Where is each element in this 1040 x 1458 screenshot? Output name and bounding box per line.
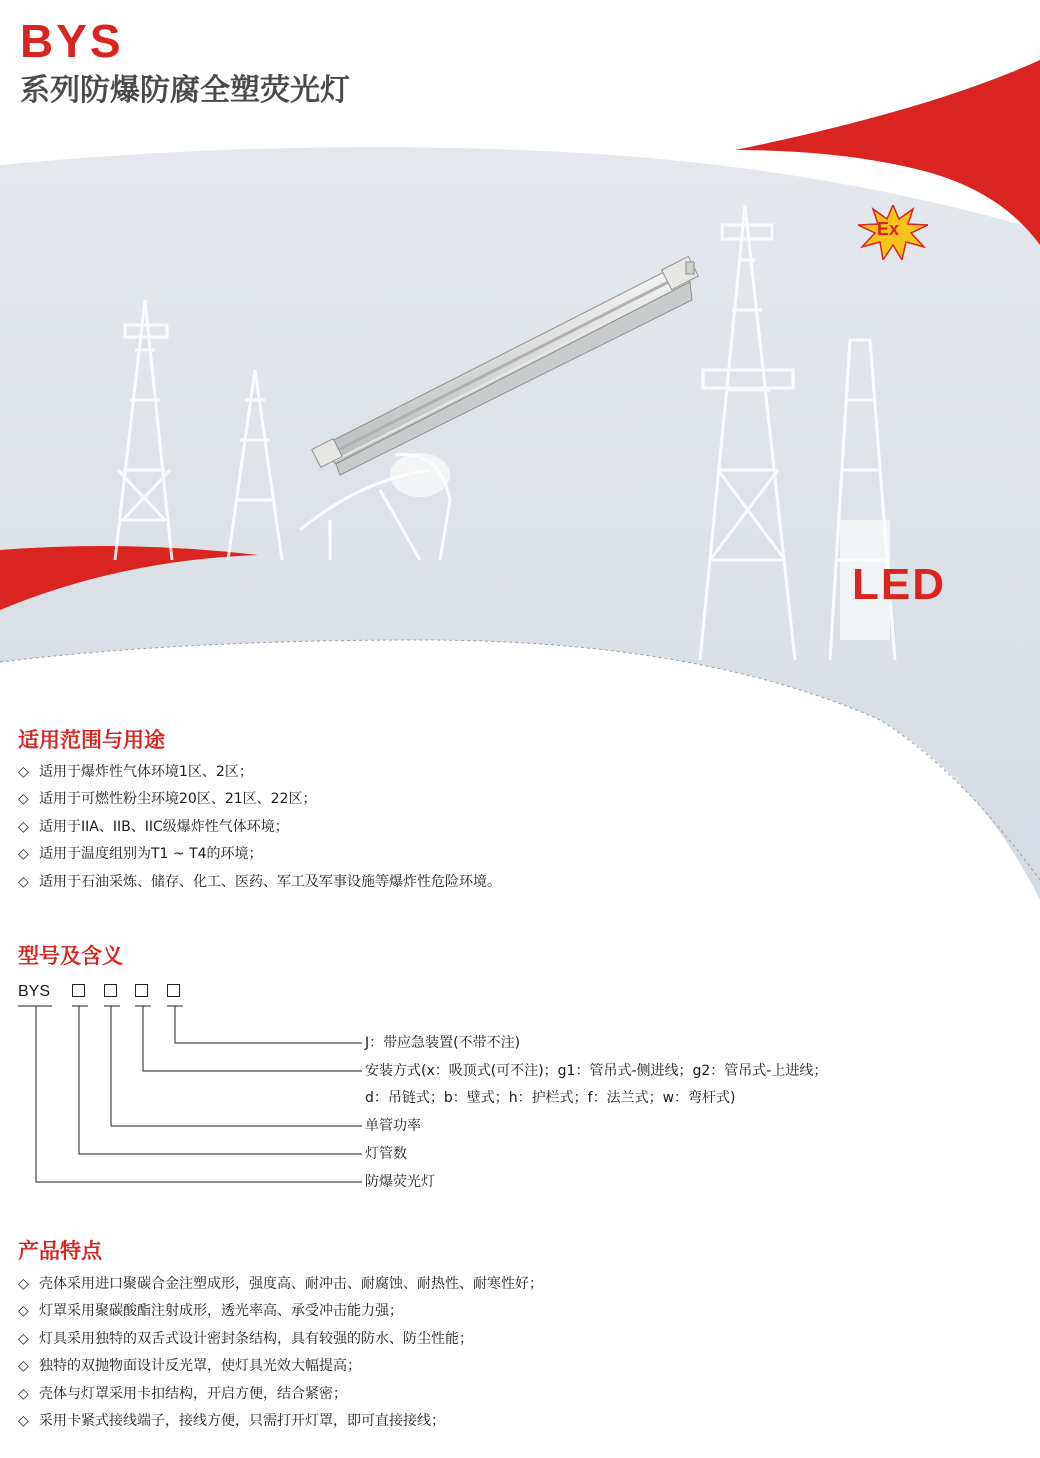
model-desc-mounting-cont: d：吊链式；b：壁式；h：护栏式；f：法兰式；w：弯杆式) <box>365 1090 736 1106</box>
diamond-bullet-icon: ◇ <box>18 1303 29 1320</box>
diamond-bullet-icon: ◇ <box>18 1276 29 1292</box>
model-desc-mounting: 安装方式(x：吸顶式(可不注)；g1：管吊式-侧进线；g2：管吊式-上进线； <box>365 1063 828 1079</box>
model-desc-product: 防爆荧光灯 <box>365 1174 435 1190</box>
diamond-bullet-icon: ◇ <box>18 764 29 780</box>
model-code: BYS <box>18 983 51 1000</box>
page-title: 系列防爆防腐全塑荧光灯 <box>20 73 350 108</box>
brand-logo: BYS <box>20 15 124 67</box>
led-label: LED <box>852 560 946 609</box>
model-desc-emergency: J：带应急装置(不带不注) <box>365 1035 521 1051</box>
diamond-bullet-icon: ◇ <box>18 1330 29 1347</box>
list-item: ◇ 独特的双抛物面设计反光罩，使灯具光效大幅提高； <box>18 1353 543 1380</box>
model-desc-power: 单管功率 <box>365 1118 421 1134</box>
diamond-bullet-icon: ◇ <box>18 791 29 808</box>
list-item: ◇ 适用于可燃性粉尘环境20区、21区、22区； <box>18 786 501 813</box>
diamond-bullet-icon: ◇ <box>18 818 29 835</box>
model-section-title: 型号及含义 <box>18 944 123 968</box>
ex-badge-label: Ex <box>877 219 900 239</box>
diamond-bullet-icon: ◇ <box>18 1413 29 1430</box>
list-item: ◇ 灯具采用独特的双舌式设计密封条结构，具有较强的防水、防尘性能； <box>18 1326 543 1353</box>
features-section-title: 产品特点 <box>18 1239 102 1263</box>
list-item: ◇ 适用于温度组别为T1 ~ T4的环境； <box>18 841 501 868</box>
diamond-bullet-icon: ◇ <box>18 846 29 863</box>
diamond-bullet-icon: ◇ <box>18 873 29 890</box>
diamond-bullet-icon: ◇ <box>18 1358 29 1375</box>
model-desc-tube-count: 灯管数 <box>365 1146 407 1162</box>
list-item: ◇ 壳体与灯罩采用卡扣结构，开启方便，结合紧密； <box>18 1381 543 1408</box>
usage-section-title: 适用范围与用途 <box>18 728 165 752</box>
features-list <box>18 1271 543 1435</box>
list-item: ◇ 适用于IIA、IIB、IIC级爆炸性气体环境； <box>18 814 501 841</box>
list-item: ◇ 适用于石油采炼、储存、化工、医药、军工及军事设施等爆炸性危险环境。 <box>18 869 501 896</box>
diamond-bullet-icon: ◇ <box>18 1385 29 1402</box>
list-item: ◇ 采用卡紧式接线端子，接线方便，只需打开灯罩，即可直接接线； <box>18 1408 543 1435</box>
list-item: ◇ 适用于爆炸性气体环境1区、2区； <box>18 759 501 786</box>
list-item: ◇ 灯罩采用聚碳酸酯注射成形，透光率高、承受冲击能力强； <box>18 1298 543 1325</box>
list-item: ◇ 壳体采用进口聚碳合金注塑成形，强度高、耐冲击、耐腐蚀、耐热性、耐寒性好； <box>18 1271 543 1298</box>
